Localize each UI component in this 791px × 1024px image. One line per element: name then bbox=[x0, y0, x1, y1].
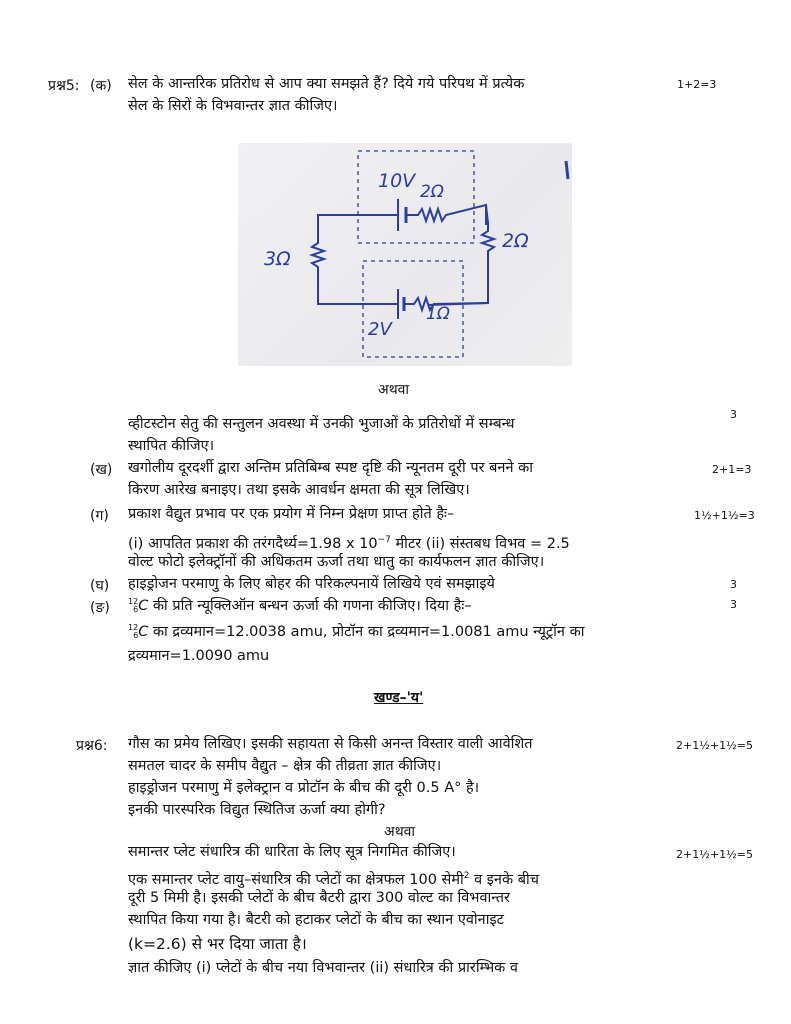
or-divider-2: अथवा bbox=[384, 824, 416, 840]
q5-part-e-line-2-text: का द्रव्यमान=12.0038 amu, प्रोटॉन का द्रव्यमान=1.0081 amu न्यूट्रॉन का bbox=[148, 624, 585, 640]
top-cell-box bbox=[358, 151, 474, 243]
q5-part-b-label: (ख) bbox=[90, 462, 113, 478]
isotope-mass-number-2: 12 bbox=[128, 623, 139, 632]
q6-line-2: समतल चादर के समीप वैद्युत – क्षेत्र की तीव्रता ज्ञात कीजिए। bbox=[128, 758, 442, 774]
q6-alt-line-3: दूरी 5 मिमी है। इसकी प्लेटों के बीच बैटरी द्वारा 300 वोल्ट का विभवान्तर bbox=[128, 890, 510, 906]
label-2v: 2V bbox=[368, 319, 392, 340]
q6-alt-line-5: (k=2.6) से भर दिया जाता है। bbox=[128, 935, 307, 953]
right-resistor-branch bbox=[428, 205, 494, 305]
label-2-ohm-right: 2Ω bbox=[502, 230, 529, 252]
isotope-notation bbox=[128, 598, 138, 614]
q5-part-e-line-2 bbox=[128, 622, 584, 643]
left-resistor bbox=[312, 238, 324, 271]
q5-part-c-line-2b: मीटर (ii) संस्तबध विभव = 2.5 bbox=[390, 535, 570, 552]
isotope-symbol: C bbox=[138, 598, 149, 614]
q5-part-c-marks: 1½+1½=3 bbox=[694, 509, 755, 522]
label-1-ohm: 1Ω bbox=[426, 304, 450, 324]
question-6-number: प्रश्न6: bbox=[76, 738, 108, 754]
isotope-symbol-2: C bbox=[138, 624, 149, 640]
q5-part-b-line-2: किरण आरेख बनाइए। तथा इसके आवर्धन क्षमता की सूत्र लिखिए। bbox=[128, 482, 470, 498]
q5-part-a-line-2: सेल के सिरों के विभवान्तर ज्ञात कीजिए। bbox=[128, 98, 338, 114]
label-10v: 10V bbox=[378, 170, 416, 192]
q6-marks: 2+1½+1½=5 bbox=[676, 739, 753, 752]
q5-part-a-marks: 1+2=3 bbox=[677, 78, 717, 91]
circuit-diagram bbox=[238, 143, 572, 366]
q5-part-d-label: (घ) bbox=[90, 578, 110, 594]
q6-alt-marks: 2+1½+1½=5 bbox=[676, 848, 753, 861]
or-divider-1: अथवा bbox=[378, 382, 410, 398]
q5-part-a-label: (क) bbox=[90, 78, 112, 94]
label-3-ohm: 3Ω bbox=[264, 248, 291, 270]
q5-part-e-line-1 bbox=[128, 596, 472, 617]
circuit-diagram-photo bbox=[238, 143, 572, 366]
q6-line-3: हाइड्रोजन परमाणु में इलेक्ट्रान व प्रोटॉन के बीच की दूरी 0.5 A° है। bbox=[128, 780, 480, 796]
isotope-atomic-number-2: 6 bbox=[133, 631, 139, 640]
q5-part-c-line-1: प्रकाश वैद्युत प्रभाव पर एक प्रयोग में निम्न प्रेक्षण प्राप्त होते हैः– bbox=[128, 506, 455, 522]
q5-part-d-line: हाइड्रोजन परमाणु के लिए बोहर की परिकल्पनायें लिखिये एवं समझाइये bbox=[128, 576, 495, 592]
q6-alt-line-2a: एक समान्तर प्लेट वायु–संधारित्र की प्लेटों का क्षेत्रफल 100 सेमी bbox=[128, 871, 464, 888]
q6-alt-line-1: समान्तर प्लेट संधारित्र की धारिता के लिए सूत्र निगमित कीजिए। bbox=[128, 844, 456, 860]
q6-line-4: इनकी पारस्परिक विद्युत स्थितिज ऊर्जा क्या होगी? bbox=[128, 802, 386, 818]
q6-alt-line-2-sup: 2 bbox=[463, 871, 470, 881]
q5-part-a-line-1: सेल के आन्तरिक प्रतिरोध से आप क्या समझते हैं? दिये गये परिपथ में प्रत्येक bbox=[128, 76, 525, 92]
q5-part-c-line-3: वोल्ट फोटो इलेक्ट्रॉनों की अधिकतम ऊर्जा तथा धातु का कार्यफलन ज्ञात कीजिए। bbox=[128, 554, 545, 570]
q5-part-c-label: (ग) bbox=[90, 508, 109, 524]
q5-part-d-marks: 3 bbox=[730, 578, 737, 591]
section-title: खण्ड–'य' bbox=[374, 690, 424, 706]
q5-part-e-label: (ङ) bbox=[90, 600, 110, 616]
q6-alt-line-4: स्थापित किया गया है। बैटरी को हटाकर प्लेटों के बीच का स्थान एवोनाइट bbox=[128, 912, 504, 928]
bottom-wire-left bbox=[318, 271, 398, 304]
q5-alt-line-2: स्थापित कीजिए। bbox=[128, 438, 215, 454]
q5-alt-line-1: व्हीटस्टोन सेतु की सन्तुलन अवस्था में उनकी भुजाओं के प्रतिरोधों में सम्बन्ध bbox=[128, 416, 515, 432]
q5-part-c-exponent: −7 bbox=[377, 535, 391, 545]
q6-line-1: गौस का प्रमेय लिखिए। इसकी सहायता से किसी अनन्त विस्तार वाली आवेशित bbox=[128, 736, 533, 752]
q5-part-e-line-3: द्रव्यमान=1.0090 amu bbox=[128, 648, 270, 664]
isotope-notation-2 bbox=[128, 624, 138, 640]
label-2-ohm-top: 2Ω bbox=[420, 182, 444, 202]
q5-part-c-line-2a: (i) आपतित प्रकाश की तरंगदैर्ध्य=1.98 x 10 bbox=[128, 535, 378, 552]
q5-part-b-line-1: खगोलीय दूरदर्शी द्वारा अन्तिम प्रतिबिम्ब स्पष्ट दृष्टि की न्यूनतम दूरी पर बनने का bbox=[128, 460, 533, 476]
question-5-number: प्रश्न5: bbox=[48, 78, 80, 94]
q5-part-e-marks: 3 bbox=[730, 598, 737, 611]
top-wire-left bbox=[318, 215, 398, 238]
q5-alt-marks: 3 bbox=[730, 408, 737, 421]
stray-mark bbox=[566, 161, 568, 179]
isotope-mass-number: 12 bbox=[128, 597, 139, 606]
q6-alt-line-6: ज्ञात कीजिए (i) प्लेटों के बीच नया विभवान्तर (ii) संधारित्र की प्रारम्भिक व bbox=[128, 960, 518, 976]
q6-alt-line-2b: व इनके बीच bbox=[469, 871, 539, 888]
isotope-atomic-number: 6 bbox=[133, 605, 139, 614]
q5-part-e-line-1-text: की प्रति न्यूक्लिऑन बन्धन ऊर्जा की गणना कीजिए। दिया हैः– bbox=[148, 598, 472, 614]
q5-part-b-marks: 2+1=3 bbox=[712, 463, 752, 476]
